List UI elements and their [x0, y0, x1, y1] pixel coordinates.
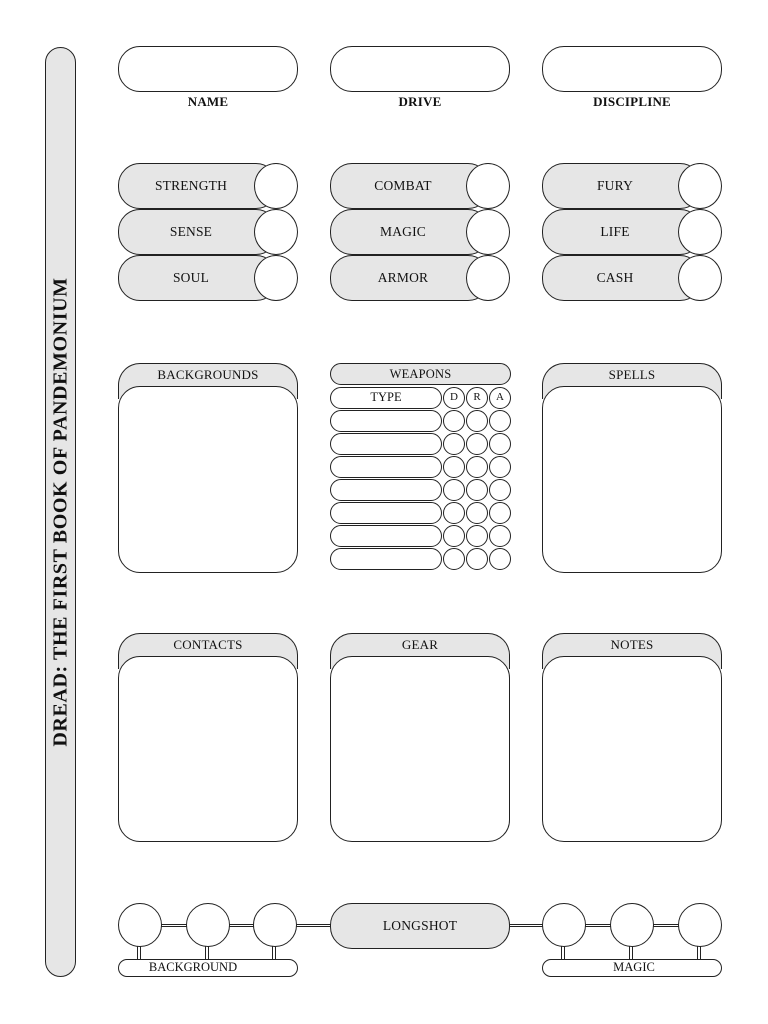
magic-track-circle[interactable] [678, 903, 722, 947]
stat-soul-value[interactable] [254, 255, 298, 301]
gear-header: GEAR [330, 633, 510, 669]
weapon-row[interactable] [330, 502, 442, 524]
name-field[interactable] [118, 46, 298, 92]
weapon-r-cell[interactable] [466, 502, 488, 524]
weapon-d-cell[interactable] [443, 456, 465, 478]
background-track-label [118, 959, 298, 977]
weapon-r-cell[interactable] [466, 456, 488, 478]
stat-label: FURY [596, 178, 634, 193]
weapon-a-cell[interactable] [489, 502, 511, 524]
stat-label: ARMOR [377, 270, 429, 285]
background-track-circle[interactable] [118, 903, 162, 947]
stat-label: SOUL [172, 270, 210, 285]
stat-combat-value[interactable] [466, 163, 510, 209]
backgrounds-box[interactable] [118, 386, 298, 573]
discipline-label: DISCIPLINE [593, 94, 671, 109]
discipline-field[interactable] [542, 46, 722, 92]
sheet-title: DREAD: THE FIRST BOOK OF PANDEMONIUM [49, 277, 72, 747]
backgrounds-header: BACKGROUNDS [118, 363, 298, 399]
stat-life-value[interactable] [678, 209, 722, 255]
stat-label: MAGIC [379, 224, 426, 239]
stat-fury-value[interactable] [678, 163, 722, 209]
weapon-type-label: TYPE [370, 390, 402, 404]
gear-box[interactable] [330, 656, 510, 842]
drive-field[interactable] [330, 46, 510, 92]
weapon-a-cell[interactable] [489, 525, 511, 547]
magic-track-label [542, 959, 722, 977]
weapon-d-cell[interactable] [443, 433, 465, 455]
weapon-d-cell[interactable] [443, 548, 465, 570]
weapons-header [330, 363, 511, 385]
weapon-r-header: R [466, 387, 488, 409]
weapon-d-cell[interactable] [443, 525, 465, 547]
drive-label: DRIVE [398, 94, 442, 109]
stat-label: CASH [596, 270, 634, 285]
weapon-r-cell[interactable] [466, 525, 488, 547]
weapon-row[interactable] [330, 410, 442, 432]
magic-track-text: MAGIC [613, 960, 655, 974]
weapon-r-cell[interactable] [466, 410, 488, 432]
weapon-row[interactable] [330, 525, 442, 547]
weapon-d-cell[interactable] [443, 479, 465, 501]
background-track-circle[interactable] [186, 903, 230, 947]
contacts-header: CONTACTS [118, 633, 298, 669]
stat-strength-value[interactable] [254, 163, 298, 209]
weapon-a-cell[interactable] [489, 479, 511, 501]
weapon-d-header: D [443, 387, 465, 409]
weapon-a-header: A [489, 387, 511, 409]
background-track-text: BACKGROUND [148, 960, 238, 974]
notes-header: NOTES [542, 633, 722, 669]
weapon-row[interactable] [330, 479, 442, 501]
stat-armor-value[interactable] [466, 255, 510, 301]
track-connector [292, 924, 332, 927]
weapon-a-cell[interactable] [489, 456, 511, 478]
weapon-r-cell[interactable] [466, 548, 488, 570]
contacts-box[interactable] [118, 656, 298, 842]
weapon-row[interactable] [330, 456, 442, 478]
notes-box[interactable] [542, 656, 722, 842]
weapon-type-header [330, 387, 442, 409]
weapon-r-cell[interactable] [466, 433, 488, 455]
weapons-title: WEAPONS [389, 366, 452, 381]
weapon-row[interactable] [330, 433, 442, 455]
spells-header: SPELLS [542, 363, 722, 399]
weapon-a-cell[interactable] [489, 548, 511, 570]
track-connector [508, 924, 546, 927]
stat-label: STRENGTH [154, 178, 228, 193]
stat-label: LIFE [600, 224, 630, 239]
spells-box[interactable] [542, 386, 722, 573]
weapon-d-cell[interactable] [443, 502, 465, 524]
weapon-r-cell[interactable] [466, 479, 488, 501]
stat-label: COMBAT [374, 178, 432, 193]
stat-cash-value[interactable] [678, 255, 722, 301]
weapons-table [330, 363, 511, 573]
background-track-circle[interactable] [253, 903, 297, 947]
longshot-pill [330, 903, 510, 949]
stat-label: SENSE [169, 224, 213, 239]
stat-magic-value[interactable] [466, 209, 510, 255]
longshot-label: LONGSHOT [382, 918, 458, 933]
weapon-a-cell[interactable] [489, 433, 511, 455]
stat-sense-value[interactable] [254, 209, 298, 255]
name-label: NAME [187, 94, 229, 109]
weapon-row[interactable] [330, 548, 442, 570]
weapon-d-cell[interactable] [443, 410, 465, 432]
magic-track-circle[interactable] [542, 903, 586, 947]
weapon-a-cell[interactable] [489, 410, 511, 432]
magic-track-circle[interactable] [610, 903, 654, 947]
